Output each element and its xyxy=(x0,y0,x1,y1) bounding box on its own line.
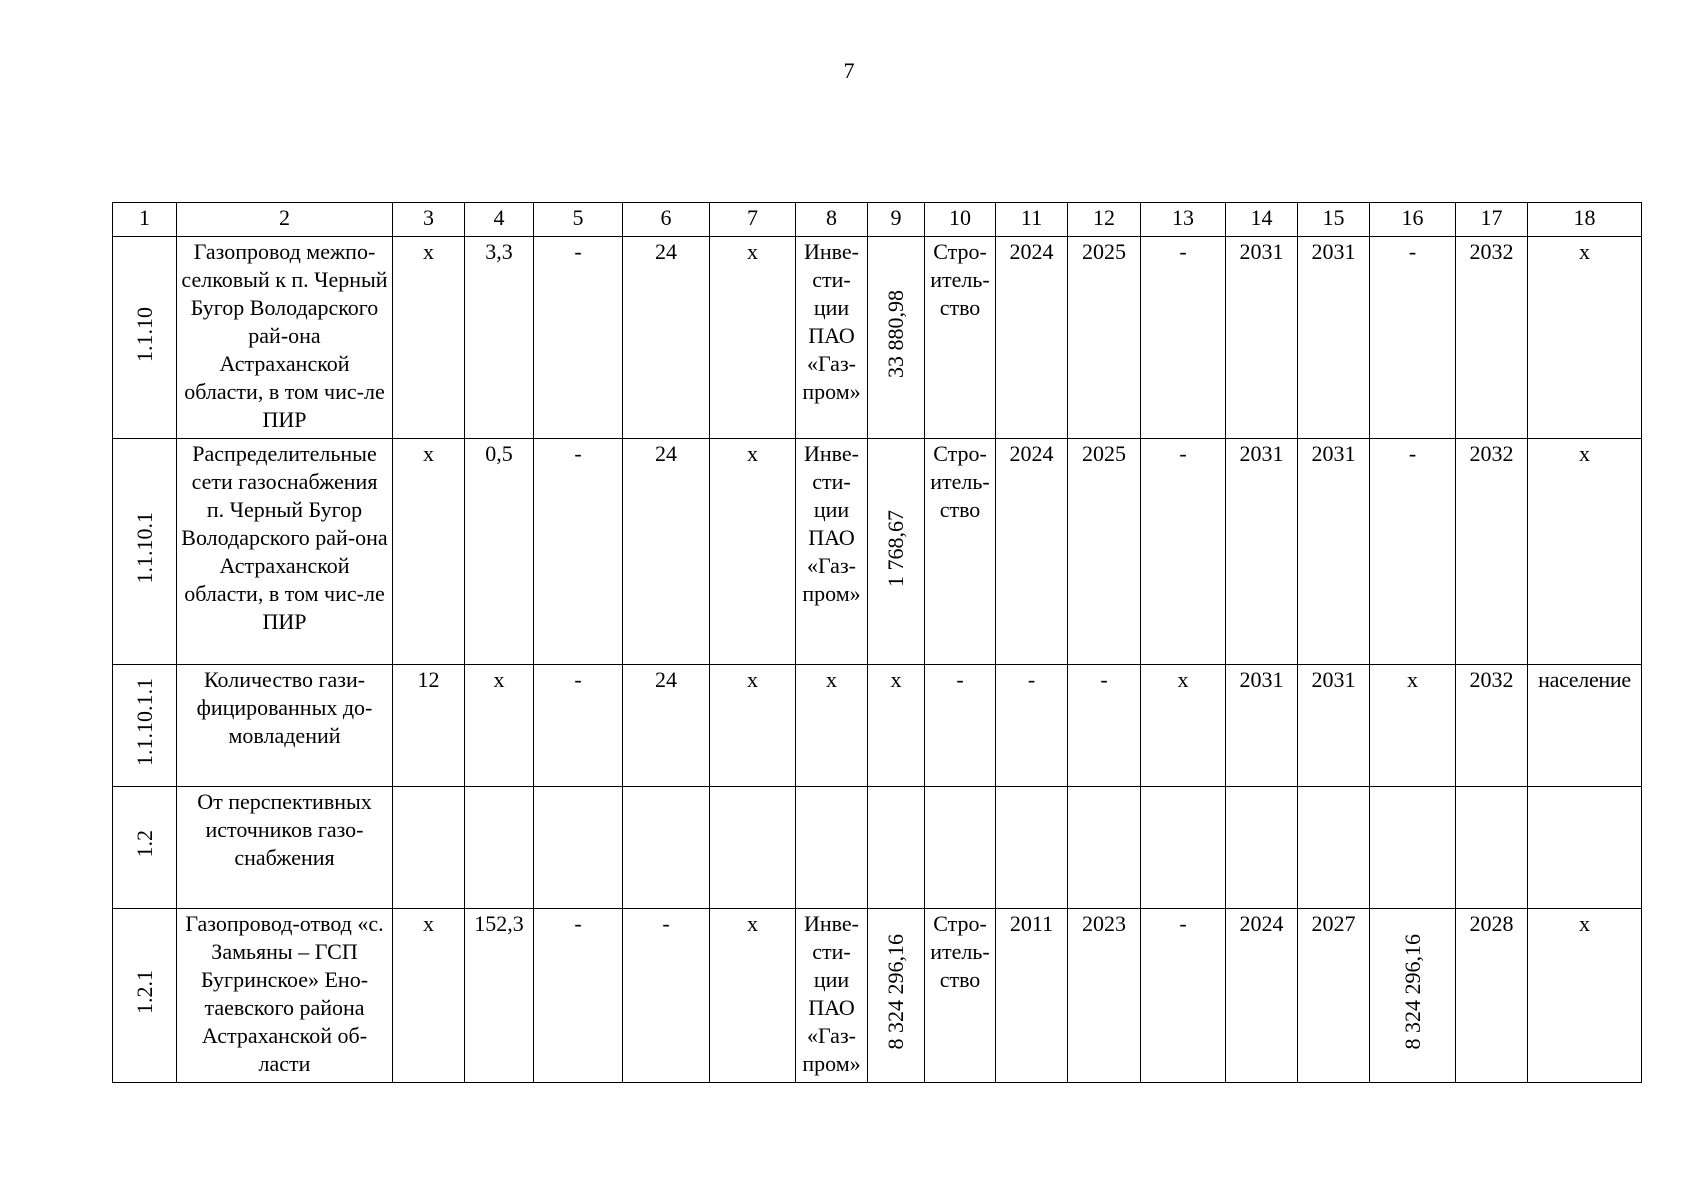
empty-cell xyxy=(534,787,623,909)
row-id-cell xyxy=(113,909,177,1083)
cell-funding: Инве-сти-ции ПАО «Газ-пром» xyxy=(796,439,868,665)
empty-cell xyxy=(868,787,925,909)
empty-cell xyxy=(796,787,868,909)
empty-cell xyxy=(710,787,796,909)
cell: 2028 xyxy=(1456,909,1528,1083)
cell: 2023 xyxy=(1068,909,1141,1083)
table-row xyxy=(113,439,1642,665)
row-id-cell xyxy=(113,237,177,439)
cell: 24 xyxy=(623,665,710,787)
cell: х xyxy=(710,665,796,787)
cell-activity: Стро-итель-ство xyxy=(925,237,996,439)
header-row xyxy=(113,203,1642,237)
cell: 2027 xyxy=(1298,909,1370,1083)
cell-cost-16 xyxy=(1370,909,1456,1083)
cell: х xyxy=(393,439,465,665)
cell: - xyxy=(534,237,623,439)
cell: - xyxy=(534,439,623,665)
row-id-cell xyxy=(113,665,177,787)
cell: х xyxy=(796,665,868,787)
cell-activity: Стро-итель-ство xyxy=(925,909,996,1083)
column-header: 11 xyxy=(996,203,1068,237)
row-id: 1.2.1 xyxy=(131,970,157,1014)
cell: - xyxy=(1370,237,1456,439)
row-id-cell xyxy=(113,439,177,665)
cost-value: 1 768,67 xyxy=(883,509,908,587)
cell: 2025 xyxy=(1068,439,1141,665)
empty-cell xyxy=(1528,787,1642,909)
cell: 2024 xyxy=(1226,909,1298,1083)
column-header: 10 xyxy=(925,203,996,237)
cell: х xyxy=(1370,665,1456,787)
cell: население xyxy=(1528,665,1642,787)
empty-cell xyxy=(1141,787,1226,909)
column-header: 9 xyxy=(868,203,925,237)
empty-cell xyxy=(996,787,1068,909)
cell: 2024 xyxy=(996,237,1068,439)
cell: - xyxy=(1141,439,1226,665)
column-header: 13 xyxy=(1141,203,1226,237)
cost-value-16: 8 324 296,16 xyxy=(1399,934,1425,1050)
cell: х xyxy=(1528,439,1642,665)
row-id: 1.1.10 xyxy=(131,306,157,362)
table-row xyxy=(113,665,1642,787)
cell: - xyxy=(1068,665,1141,787)
cost-value: 33 880,98 xyxy=(883,290,908,378)
cell: х xyxy=(1141,665,1226,787)
empty-cell xyxy=(1226,787,1298,909)
empty-cell xyxy=(623,787,710,909)
cell: 2031 xyxy=(1226,439,1298,665)
table-row-section xyxy=(113,787,1642,909)
row-id: 1.1.10.1 xyxy=(131,512,157,584)
cell: 2031 xyxy=(1226,665,1298,787)
cell: 2031 xyxy=(1226,237,1298,439)
column-header: 3 xyxy=(393,203,465,237)
cost-value: 8 324 296,16 xyxy=(883,934,908,1050)
cell: - xyxy=(623,909,710,1083)
table-row xyxy=(113,237,1642,439)
table-row xyxy=(113,909,1642,1083)
cell: 2032 xyxy=(1456,439,1528,665)
column-header: 18 xyxy=(1528,203,1642,237)
column-header: 8 xyxy=(796,203,868,237)
section-name: От перспективных источников газо-снабжения xyxy=(177,787,393,909)
cell: 152,3 xyxy=(465,909,534,1083)
row-name: Газопровод межпо-селковый к п. Черный Бугор Володарского рай-она Астраханской области, в том чис-ле ПИР xyxy=(177,237,393,439)
column-header: 4 xyxy=(465,203,534,237)
cell: х xyxy=(1528,237,1642,439)
row-id: 1.1.10.1.1 xyxy=(131,678,157,766)
cell: х xyxy=(710,909,796,1083)
empty-cell xyxy=(1456,787,1528,909)
cell-funding: Инве-сти-ции ПАО «Газ-пром» xyxy=(796,909,868,1083)
cell: - xyxy=(996,665,1068,787)
cell: 2031 xyxy=(1298,665,1370,787)
column-header: 14 xyxy=(1226,203,1298,237)
cell: 24 xyxy=(623,439,710,665)
cell: х xyxy=(868,665,925,787)
cell: - xyxy=(1141,909,1226,1083)
row-id: 1.2 xyxy=(131,830,157,858)
cell: 2032 xyxy=(1456,237,1528,439)
column-header: 1 xyxy=(113,203,177,237)
cell-activity: Стро-итель-ство xyxy=(925,439,996,665)
cell: 24 xyxy=(623,237,710,439)
cell: х xyxy=(465,665,534,787)
cell: х xyxy=(710,237,796,439)
column-header: 16 xyxy=(1370,203,1456,237)
column-header: 6 xyxy=(623,203,710,237)
column-header: 7 xyxy=(710,203,796,237)
column-header: 2 xyxy=(177,203,393,237)
cell: - xyxy=(534,909,623,1083)
cell: 2031 xyxy=(1298,439,1370,665)
column-header: 5 xyxy=(534,203,623,237)
cell: 3,3 xyxy=(465,237,534,439)
cell: 2011 xyxy=(996,909,1068,1083)
cell: - xyxy=(1370,439,1456,665)
row-name: Распределительные сети газоснабжения п. Черный Бугор Володарского рай-она Астраханской области, в том чис-ле ПИР xyxy=(177,439,393,665)
cell-cost xyxy=(868,439,925,665)
empty-cell xyxy=(465,787,534,909)
cell: - xyxy=(534,665,623,787)
empty-cell xyxy=(1068,787,1141,909)
page-number: 7 xyxy=(843,58,855,83)
gas-program-table xyxy=(112,202,1642,1083)
column-header: 17 xyxy=(1456,203,1528,237)
cell-cost xyxy=(868,909,925,1083)
cell: 2032 xyxy=(1456,665,1528,787)
empty-cell xyxy=(1298,787,1370,909)
cell: х xyxy=(1528,909,1642,1083)
row-id-cell xyxy=(113,787,177,909)
cell: - xyxy=(925,665,996,787)
empty-cell xyxy=(393,787,465,909)
cell: 2024 xyxy=(996,439,1068,665)
cell: х xyxy=(710,439,796,665)
cell: 12 xyxy=(393,665,465,787)
cell: х xyxy=(393,909,465,1083)
column-header: 12 xyxy=(1068,203,1141,237)
cell-cost xyxy=(868,237,925,439)
empty-cell xyxy=(1370,787,1456,909)
row-name: Газопровод-отвод «с. Замьяны – ГСП Бугринское» Ено-таевского района Астраханской об-ласти xyxy=(177,909,393,1083)
column-header: 15 xyxy=(1298,203,1370,237)
cell-funding: Инве-сти-ции ПАО «Газ-пром» xyxy=(796,237,868,439)
cell: 2031 xyxy=(1298,237,1370,439)
empty-cell xyxy=(925,787,996,909)
cell: 0,5 xyxy=(465,439,534,665)
row-name: Количество гази-фицированных до-мовладений xyxy=(177,665,393,787)
cell: 2025 xyxy=(1068,237,1141,439)
cell: - xyxy=(1141,237,1226,439)
cell: х xyxy=(393,237,465,439)
